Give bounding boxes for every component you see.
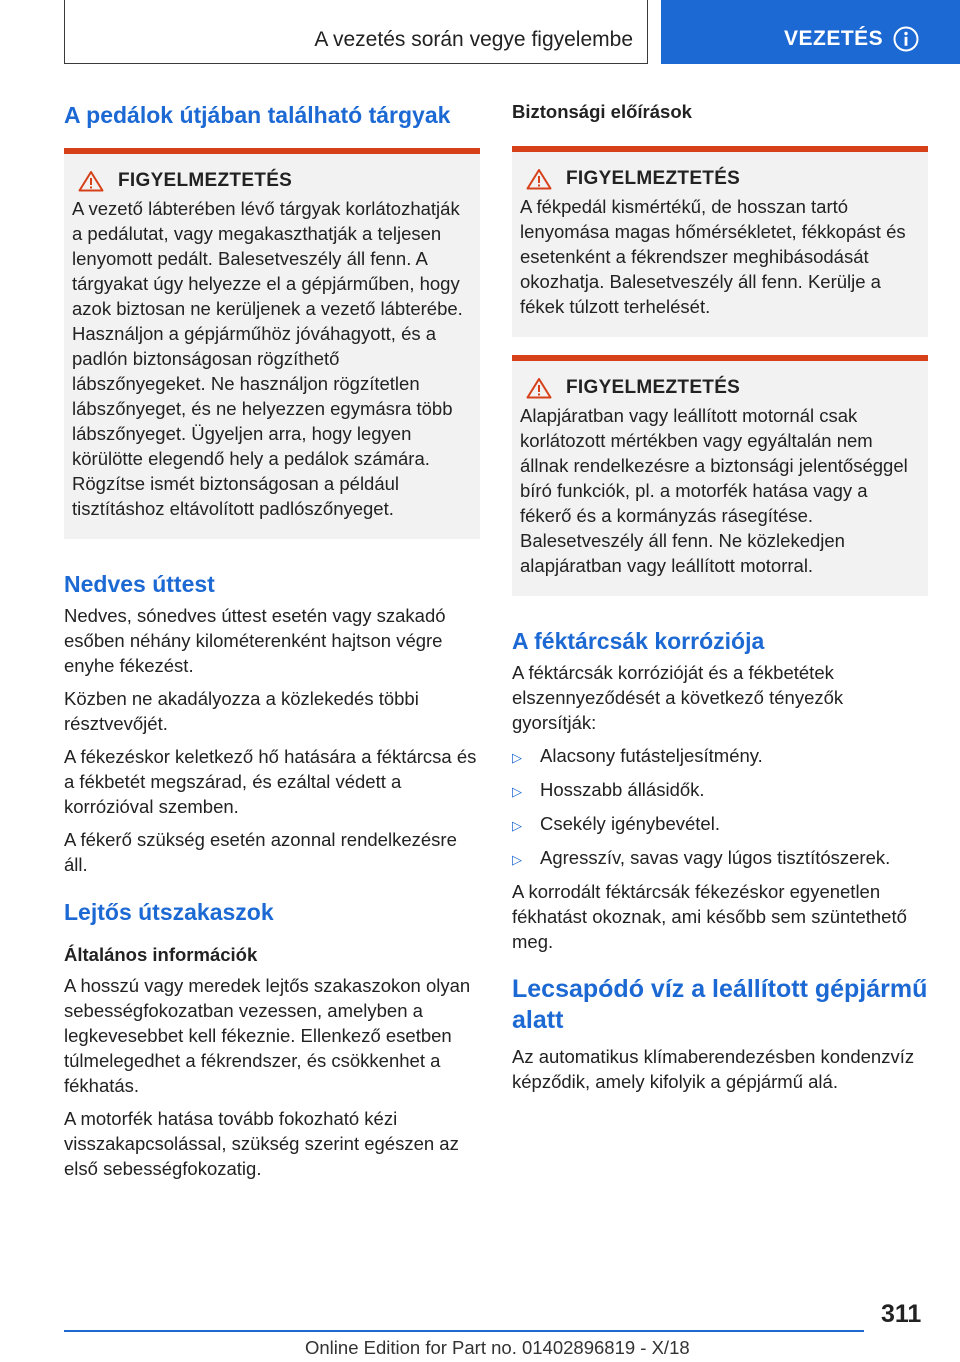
paragraph: Az automatikus klímaberendezésben kondenzvíz képződik, amely kifolyik a gépjármű alá. <box>512 1046 915 1092</box>
warning-box-brake-pedal <box>512 146 928 337</box>
list-item: ▷ Alacsony futásteljesítmény. <box>512 743 928 770</box>
warning-text: Alapjáratban vagy leállított motornál csak korlátozott mértékben vagy egyáltalán nem állnak rendelkezésre a biztonsági jelentőséggel bíró funkciók, pl. a motorfék hatása vagy a fékerő és a kormányzás rásegítése. Balesetveszély áll fenn. Ne közlekedjen alapjáratban vagy leállított motorral. <box>520 405 908 576</box>
warning-title: FIGYELMEZTETÉS <box>118 170 293 191</box>
list-item: ▷ Hosszabb állásidők. <box>512 777 928 804</box>
subheading-general-info: Általános információk <box>64 944 258 965</box>
heading-pedal-objects: A pedálok útjában található tárgyak <box>64 102 451 128</box>
bullet-triangle-icon: ▷ <box>512 784 522 799</box>
page-number: 311 <box>881 1300 922 1328</box>
header-chapter-tab[interactable] <box>661 0 960 64</box>
warning-text: A fékpedál kismértékű, de hosszan tartó lenyomása magas hőmérsékletet, fékkopást és esetenként a fékrendszer meghibásodását okozhatja. Balesetveszély áll fenn. Kerülje a fékek túlzott terhelését. <box>520 196 906 317</box>
heading-disc-corrosion: A féktárcsák korróziója <box>512 628 765 654</box>
paragraph: A fékezéskor keletkező hő hatására a féktárcsa és a fékbetét megszárad, és ezáltal védett a korrózióval szemben. <box>64 746 477 817</box>
subheading-safety-rules: Biztonsági előírások <box>512 101 692 122</box>
right-column <box>512 100 928 1102</box>
warning-title: FIGYELMEZTETÉS <box>566 377 741 398</box>
heading-condensation: Lecsapódó víz a leállított gépjármű alatt <box>512 975 928 1034</box>
warning-text: A vezető lábterében lévő tárgyak korlátozhatják a pedálutat, vagy megakaszthatják a teljesen lenyomott pedált. Balesetveszély áll fenn. A tárgyakat úgy helyezze el a gépjárműben, hogy azok biztosan ne kerüljenek a vezető lábterébe. Használjon a gépjárműhöz jóváhagyott, és a padlón biztonságosan rögzíthető lábszőnyegeket. Ne használjon rögzítetlen lábszőnyeget, és ne helyezzen egymásra több lábszőnyeget. Ügyeljen arra, hogy legyen körülötte elegendő hely a pedálok számára. Rögzítse ismét biztonságosan a például tisztításhoz eltávolított padlószőnyeget. <box>72 198 463 519</box>
bullet-triangle-icon: ▷ <box>512 852 522 867</box>
warning-title: FIGYELMEZTETÉS <box>566 168 741 189</box>
footer-divider <box>64 1330 864 1332</box>
header-section-title: A vezetés során vegye figyelembe <box>314 28 633 51</box>
header-section-box <box>64 0 648 64</box>
paragraph: A hosszú vagy meredek lejtős szakaszokon olyan sebességfokozatban vezessen, amelyben a legkevesebbet kell fékeznie. Ellenkező esetben túlmelegedhet a fékrendszer, és csökkenhet a fékhatás. <box>64 975 471 1096</box>
warning-triangle-icon <box>526 377 552 399</box>
paragraph: A fékerő szükség esetén azonnal rendelkezésre áll. <box>64 829 457 875</box>
heading-downhill: Lejtős útszakaszok <box>64 899 274 925</box>
paragraph: Nedves, sónedves úttest esetén vagy szakadó esőben néhány kilométerenként hajtson végre enyhe fékezést. <box>64 605 446 676</box>
heading-wet-road: Nedves úttest <box>64 571 215 597</box>
footer-edition: Online Edition for Part no. 01402896819 - X/18 <box>305 1337 690 1358</box>
paragraph: A motorfék hatása tovább fokozható kézi visszakapcsolással, szükség szerint egészen az első sebességfokozatig. <box>64 1108 459 1179</box>
list-item: ▷ Csekély igénybevétel. <box>512 811 928 838</box>
warning-box-pedals <box>64 148 480 539</box>
chapter-label: VEZETÉS <box>784 27 884 50</box>
paragraph: A korrodált féktárcsák fékezéskor egyenetlen fékhatást okoznak, ami később sem szüntethető meg. <box>512 881 907 952</box>
paragraph: Közben ne akadályozza a közlekedés többi résztvevőjét. <box>64 688 419 734</box>
bullet-triangle-icon: ▷ <box>512 818 522 833</box>
info-icon[interactable] <box>893 26 919 52</box>
bullet-triangle-icon: ▷ <box>512 750 522 765</box>
warning-triangle-icon <box>78 170 104 192</box>
paragraph: A féktárcsák korrózióját és a fékbetétek elszennyeződését a következő tényezők gyorsítják: <box>512 662 844 733</box>
list-item: ▷ Agresszív, savas vagy lúgos tisztítószerek. <box>512 845 928 872</box>
warning-box-idle <box>512 355 928 596</box>
warning-triangle-icon <box>526 168 552 190</box>
corrosion-factors-list <box>512 743 928 872</box>
left-column <box>64 100 480 1189</box>
